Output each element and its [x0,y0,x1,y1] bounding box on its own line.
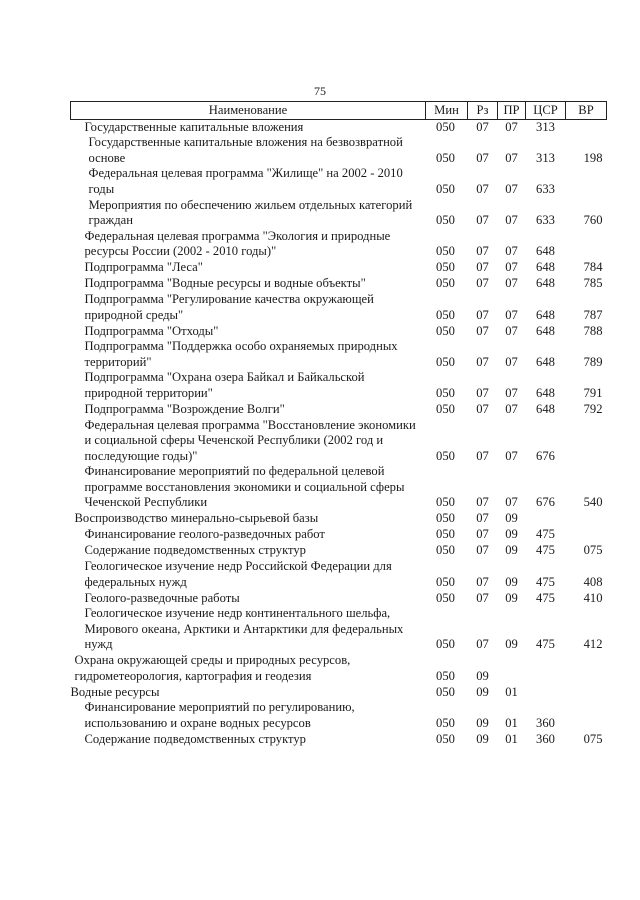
row-csr: 676 [536,495,555,510]
row-csr: 475 [536,590,555,605]
row-rz: 07 [476,119,489,134]
row-csr: 648 [536,323,555,338]
row-name: Водные ресурсы [70,684,160,699]
row-name: Подпрограмма "Регулирование качества окружающей природной среды" [84,291,374,322]
row-min: 050 [436,684,455,699]
row-vr: 408 [583,574,603,589]
row-name: Государственные капитальные вложения [84,119,304,134]
row-csr: 648 [536,276,555,291]
table-row [71,511,607,527]
row-pr: 07 [505,119,518,134]
row-vr [566,511,607,527]
row-min: 050 [436,213,455,228]
row-csr [526,684,566,700]
row-rz: 07 [476,181,489,196]
row-csr: 475 [536,574,555,589]
row-vr: 410 [583,590,603,605]
row-vr: 788 [583,323,603,338]
row-min: 050 [436,637,455,652]
row-min: 050 [436,668,455,683]
row-vr: 792 [583,401,603,416]
table-row [71,606,607,653]
row-rz: 07 [476,323,489,338]
table-row [71,590,607,606]
row-min: 050 [436,181,455,196]
row-name: Финансирование мероприятий по регулированию, использованию и охране водных ресурсов [84,700,355,730]
row-min: 050 [436,511,455,526]
row-vr: 784 [583,260,603,275]
header-rz: Рз [468,102,498,120]
row-vr [566,527,607,543]
row-pr: 01 [505,684,518,699]
row-rz: 07 [476,276,489,291]
row-csr: 648 [536,244,555,259]
row-csr: 360 [536,715,555,730]
row-min: 050 [436,590,455,605]
row-vr [566,684,607,700]
row-pr: 07 [505,181,518,196]
table-row [71,229,607,260]
table-row [71,464,607,511]
row-vr: 075 [583,731,603,746]
row-rz: 07 [476,574,489,589]
row-csr: 633 [536,181,555,196]
row-pr: 07 [505,448,518,463]
row-pr: 07 [505,276,518,291]
table-row [71,119,607,135]
row-name: Содержание подведомственных структур [84,731,306,746]
table-row [71,543,607,559]
table-row [71,339,607,370]
row-min: 050 [436,276,455,291]
table-row [71,166,607,197]
row-pr: 09 [505,511,518,526]
row-rz: 07 [476,511,489,526]
header-name: Наименование [71,102,426,120]
row-csr: 313 [536,150,555,165]
row-vr: 785 [583,276,603,291]
row-csr: 648 [536,354,555,369]
row-csr: 360 [536,731,555,746]
row-pr: 07 [505,150,518,165]
row-name: Подпрограмма "Поддержка особо охраняемых природных территорий" [84,339,398,369]
row-rz: 07 [476,307,489,322]
row-csr: 676 [536,448,555,463]
row-vr [566,700,607,731]
row-rz: 07 [476,495,489,510]
row-name: Мероприятия по обеспечению жильем отдельных категорий граждан [88,197,413,228]
row-csr: 475 [536,543,555,558]
row-name: Подпрограмма "Охрана озера Байкал и Байкальской природной территории" [84,370,365,400]
row-rz: 07 [476,150,489,165]
table-row [71,402,607,418]
row-pr: 07 [505,260,518,275]
row-name: Подпрограмма "Водные ресурсы и водные объекты" [84,276,366,291]
row-vr: 412 [583,637,603,652]
row-name: Геолого-разведочные работы [84,590,240,605]
row-min: 050 [436,527,455,542]
row-min: 050 [436,385,455,400]
row-name: Подпрограмма "Отходы" [84,323,219,338]
header-csr: ЦСР [526,102,566,120]
row-vr [566,229,607,260]
table-row [71,527,607,543]
row-csr: 648 [536,260,555,275]
row-vr: 075 [583,543,603,558]
table-row [71,653,607,684]
row-rz: 07 [476,637,489,652]
table-row [71,292,607,323]
table-row [71,559,607,590]
row-rz: 07 [476,527,489,542]
table-row [71,731,607,747]
table-row [71,276,607,292]
row-min: 050 [436,244,455,259]
row-min: 050 [436,307,455,322]
row-min: 050 [436,448,455,463]
row-pr: 07 [505,354,518,369]
page-number: 75 [314,84,326,98]
row-rz: 07 [476,385,489,400]
table-row [71,418,607,465]
row-vr [566,653,607,684]
row-csr: 633 [536,213,555,228]
row-pr: 09 [505,574,518,589]
row-rz: 07 [476,244,489,259]
row-pr: 01 [505,731,518,746]
row-name: Охрана окружающей среды и природных ресурсов, гидрометеорология, картография и геодезия [74,653,351,683]
row-name: Подпрограмма "Леса" [84,260,203,275]
row-vr [566,418,607,465]
row-csr: 475 [536,527,555,542]
header-min: Мин [426,102,468,120]
row-name: Федеральная целевая программа "Восстановление экономики и социальной сферы Чеченской Республики (2002 год и последующие годы)" [84,417,416,463]
row-name: Содержание подведомственных структур [84,543,306,558]
table-row [71,323,607,339]
row-min: 050 [436,260,455,275]
row-csr: 648 [536,307,555,322]
row-csr: 648 [536,385,555,400]
row-vr [566,166,607,197]
row-vr: 791 [583,385,603,400]
row-csr: 648 [536,401,555,416]
row-pr [498,653,526,684]
row-name: Геологическое изучение недр континентального шельфа, Мирового океана, Арктики и Антарктики для федеральных нужд [84,606,404,652]
row-pr: 07 [505,307,518,322]
row-rz: 07 [476,590,489,605]
row-pr: 01 [505,715,518,730]
row-csr [526,653,566,684]
row-min: 050 [436,731,455,746]
row-min: 050 [436,715,455,730]
table-row [71,135,607,166]
row-name: Федеральная целевая программа "Жилище" на 2002 - 2010 годы [88,166,403,196]
row-pr: 09 [505,543,518,558]
row-rz: 09 [476,715,489,730]
row-pr: 07 [505,495,518,510]
row-pr: 07 [505,323,518,338]
row-pr: 09 [505,590,518,605]
header-vr: ВР [566,102,607,120]
row-name: Финансирование геолого-разведочных работ [84,527,325,542]
row-vr: 198 [583,150,603,165]
row-name: Воспроизводство минерально-сырьевой базы [74,511,319,526]
row-min: 050 [436,574,455,589]
row-vr [566,119,607,135]
row-name: Геологическое изучение недр Российской Федерации для федеральных нужд [84,559,392,589]
row-pr: 07 [505,385,518,400]
row-min: 050 [436,323,455,338]
row-vr: 789 [583,354,603,369]
row-pr: 09 [505,527,518,542]
row-min: 050 [436,543,455,558]
row-pr: 07 [505,401,518,416]
row-rz: 09 [476,731,489,746]
row-rz: 07 [476,543,489,558]
row-pr: 07 [505,213,518,228]
row-rz: 07 [476,260,489,275]
row-pr: 09 [505,637,518,652]
row-csr [526,511,566,527]
row-rz: 09 [476,668,489,683]
table-header-row [71,102,607,120]
row-rz: 07 [476,213,489,228]
table-row [71,684,607,700]
row-min: 050 [436,119,455,134]
row-name: Государственные капитальные вложения на безвозвратной основе [88,135,403,165]
row-csr: 313 [536,119,555,134]
row-vr: 540 [583,495,603,510]
table-row [71,198,607,229]
row-rz: 09 [476,684,489,699]
row-name: Федеральная целевая программа "Экология и природные ресурсы России (2002 - 2010 годы)" [84,228,391,259]
row-min: 050 [436,354,455,369]
row-rz: 07 [476,448,489,463]
row-min: 050 [436,495,455,510]
row-rz: 07 [476,401,489,416]
table-row [71,370,607,401]
row-csr: 475 [536,637,555,652]
table-row [71,700,607,731]
table-row [71,260,607,276]
row-rz: 07 [476,354,489,369]
row-name: Подпрограмма "Возрождение Волги" [84,401,285,416]
row-min: 050 [436,401,455,416]
row-pr: 07 [505,244,518,259]
row-vr: 787 [583,307,603,322]
row-vr: 760 [583,213,603,228]
table-body [71,119,607,747]
row-name: Финансирование мероприятий по федеральной целевой программе восстановления экономики и социальной сферы Чеченской Республики [84,464,405,510]
header-pr: ПР [498,102,526,120]
budget-table [70,101,607,747]
row-min: 050 [436,150,455,165]
